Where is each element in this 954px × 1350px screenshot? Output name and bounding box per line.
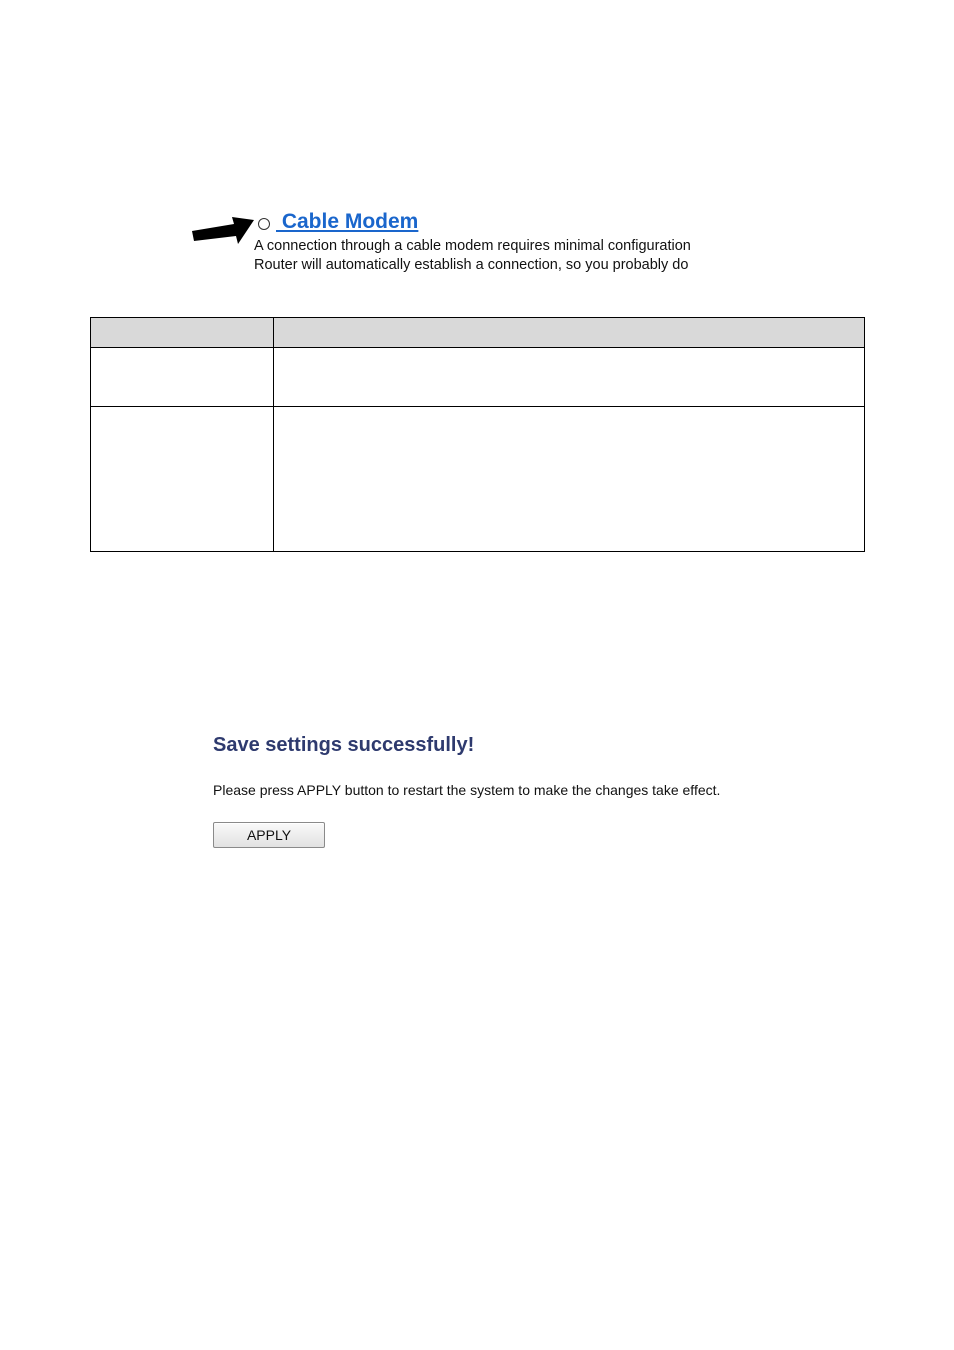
table-header-cell	[91, 318, 274, 348]
cable-modem-radio[interactable]	[258, 218, 270, 230]
save-success-title: Save settings successfully!	[213, 734, 475, 756]
table-row	[91, 348, 865, 407]
table-cell	[91, 348, 274, 407]
table-cell	[91, 407, 274, 552]
table-cell	[274, 407, 865, 552]
apply-button[interactable]: APPLY	[213, 822, 325, 848]
table-row	[91, 407, 865, 552]
cable-modem-description-line2: Router will automatically establish a connection, so you probably do	[254, 257, 689, 273]
table-header-cell	[274, 318, 865, 348]
cable-modem-link[interactable]: Cable Modem	[276, 210, 419, 233]
cable-modem-description-line1: A connection through a cable modem requires minimal configuration	[254, 238, 691, 254]
table-cell	[274, 348, 865, 407]
save-success-message: Please press APPLY button to restart the system to make the changes take effect.	[213, 782, 721, 798]
table-header-row	[91, 318, 865, 348]
pointer-arrow-icon	[190, 214, 256, 246]
parameter-table	[90, 317, 865, 552]
